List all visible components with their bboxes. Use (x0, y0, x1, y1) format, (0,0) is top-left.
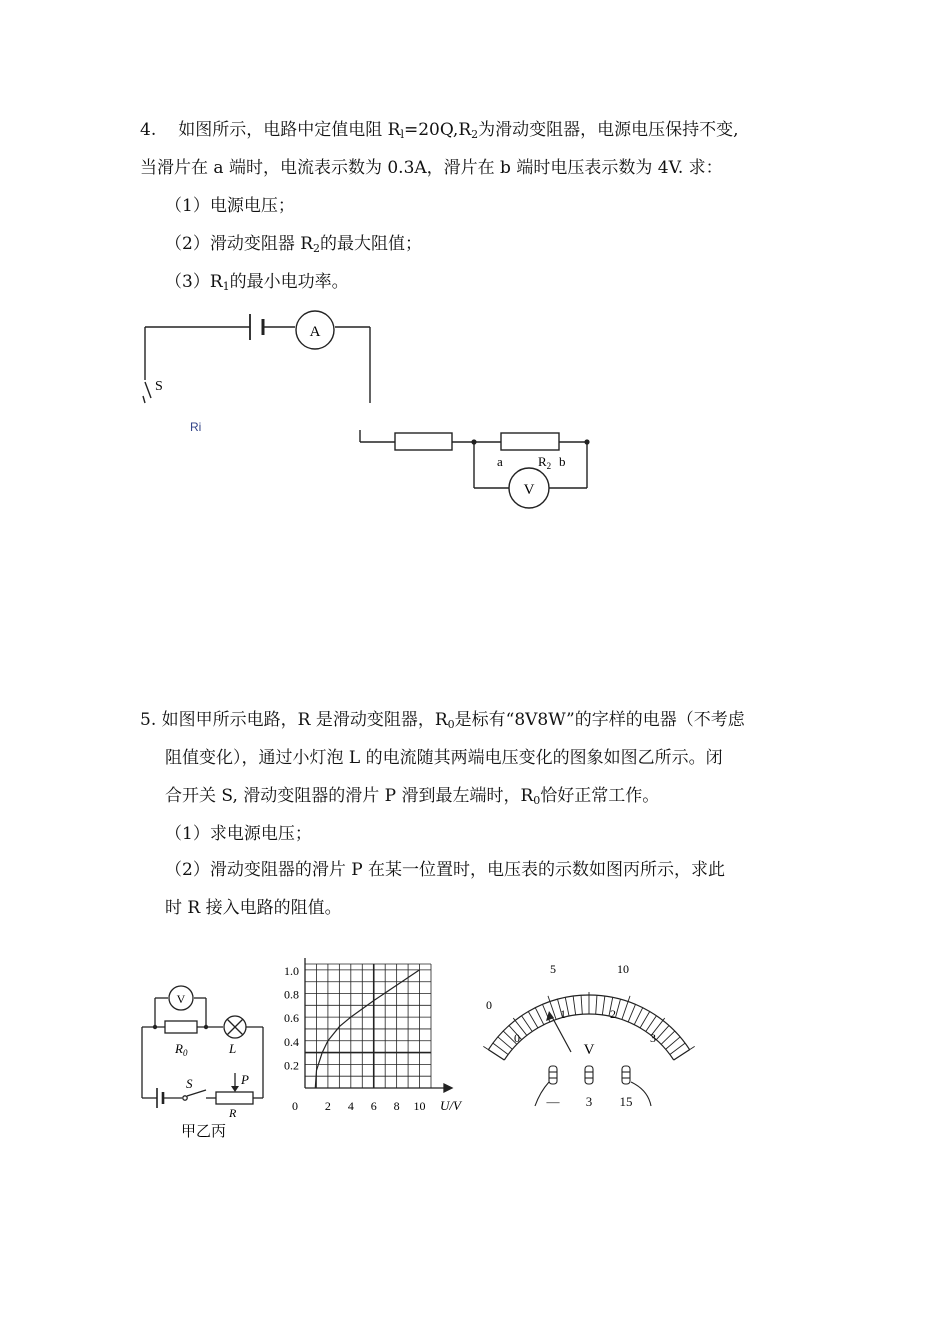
graph-x-unit: U/V (440, 1098, 461, 1113)
graph-x-tick-label: 4 (347, 1099, 354, 1113)
q4-line-1: 4. 如图所示，电路中定值电阻 $R_l=20Q,R_2$为滑动变阻器，电源电压保持不变, (140, 120, 739, 141)
q5-sub-2-cont: 时 R 接入电路的阻值。 (165, 898, 342, 918)
meter-bottom-scale-label: 2 (610, 1007, 616, 1021)
q5-line-1: 5. 如图甲所示电路，R 是滑动变阻器，$R_0$是标有“8V8W”的字样的电器（不考虑 (140, 710, 745, 731)
r2-label: $R_2$ (538, 454, 552, 471)
meter-tick (656, 1026, 669, 1040)
jia-lamp-label: L (229, 1041, 237, 1056)
graph-x-tick-label: 2 (324, 1099, 331, 1113)
meter-tick (670, 1043, 685, 1054)
meter-tick (628, 1004, 635, 1022)
meter-tick (596, 995, 597, 1014)
meter-top-scale-label: 10 (617, 962, 629, 976)
jia-slider-label: P (241, 1072, 249, 1087)
meter-tick (640, 1011, 650, 1027)
meter-terminal-post (585, 1066, 593, 1084)
graph-x-tick-label: 8 (393, 1099, 400, 1113)
meter-tick (498, 1037, 512, 1049)
meter-tick (493, 1043, 508, 1054)
meter-tick (581, 995, 582, 1014)
graph-y-tick-label: 0.8 (284, 987, 299, 1002)
meter-tick (528, 1011, 538, 1027)
meter-unit-label: V (583, 1042, 595, 1058)
meter-terminal-post (549, 1066, 557, 1084)
figure-caption: 甲乙丙 (181, 1123, 227, 1140)
q5-line-3: 合开关 S, 滑动变阻器的滑片 P 滑到最左端时，$R_0$恰好正常工作。 (165, 786, 660, 807)
q4-sub-1: （1）电源电压； (165, 196, 295, 216)
meter-terminal-label: 15 (619, 1094, 633, 1109)
meter-tick (483, 1046, 504, 1060)
q5-sub-1: （1）求电源电压； (165, 824, 312, 844)
meter-tick (602, 996, 605, 1015)
jia-rheostat-label: R (229, 1106, 237, 1120)
graph-y-tick-label: 0.2 (284, 1058, 299, 1073)
q4-sub-2: （2）滑动变阻器 $R_2$的最大阻值； (165, 234, 423, 255)
meter-tick (615, 999, 620, 1017)
meter-tick (661, 1031, 675, 1044)
q4-number: 4. (140, 120, 157, 140)
meter-top-scale-label: 0 (486, 998, 492, 1012)
switch-label: S (155, 379, 163, 394)
r1-label: Ri (190, 420, 202, 434)
q5-line-2: 阻值变化），通过小灯泡 L 的电流随其两端电压变化的图象如图乙所示。闭 (165, 748, 723, 768)
ammeter-label: A (309, 324, 321, 340)
q4-line-2: 当滑片在 a 端时，电流表示数为 0.3A，滑片在 b 端时电压表示数为 4V. 求： (140, 158, 723, 178)
terminal-a-label: a (497, 454, 503, 469)
meter-tick (634, 1008, 643, 1025)
meter-bottom-scale-label: 0 (514, 1031, 520, 1045)
voltmeter-label: V (523, 482, 535, 498)
meter-tick (535, 1008, 544, 1025)
terminal-b-label: b (559, 454, 566, 469)
graph-y-tick-label: 0.4 (284, 1034, 299, 1049)
graph-x-tick-label: 6 (370, 1099, 377, 1113)
meter-top-scale-label: 5 (550, 962, 556, 976)
graph-x-tick-label: 10 (413, 1099, 426, 1113)
jia-voltmeter-label: V (176, 992, 186, 1006)
meter-tick (666, 1037, 680, 1049)
meter-bottom-scale-label: 1 (560, 1007, 566, 1021)
meter-terminal-label: — (546, 1094, 560, 1109)
graph-y-tick-label: 1.0 (284, 963, 299, 978)
meter-tick (573, 996, 576, 1015)
meter-wire-right (631, 1082, 651, 1106)
meter-terminal-post (622, 1066, 630, 1084)
meter-tick (674, 1046, 695, 1060)
graph-x-tick-label: 0 (292, 1099, 298, 1113)
meter-tick (522, 1016, 533, 1032)
meter-terminal-label: 3 (585, 1094, 593, 1109)
graph-y-tick-label: 0.6 (284, 1011, 299, 1026)
jia-switch-label: S (186, 1076, 193, 1091)
meter-tick (646, 1016, 657, 1032)
meter-bottom-scale-label: 3 (650, 1031, 656, 1045)
q4-sub-3: $(3)R_1$的最小电功率。 (165, 272, 349, 293)
q5-sub-2: （2）滑动变阻器的滑片 P 在某一位置时，电压表的示数如图丙所示，求此 (165, 860, 726, 880)
jia-r0-label: $R_0$ (175, 1041, 188, 1058)
meter-needle (546, 1011, 571, 1052)
